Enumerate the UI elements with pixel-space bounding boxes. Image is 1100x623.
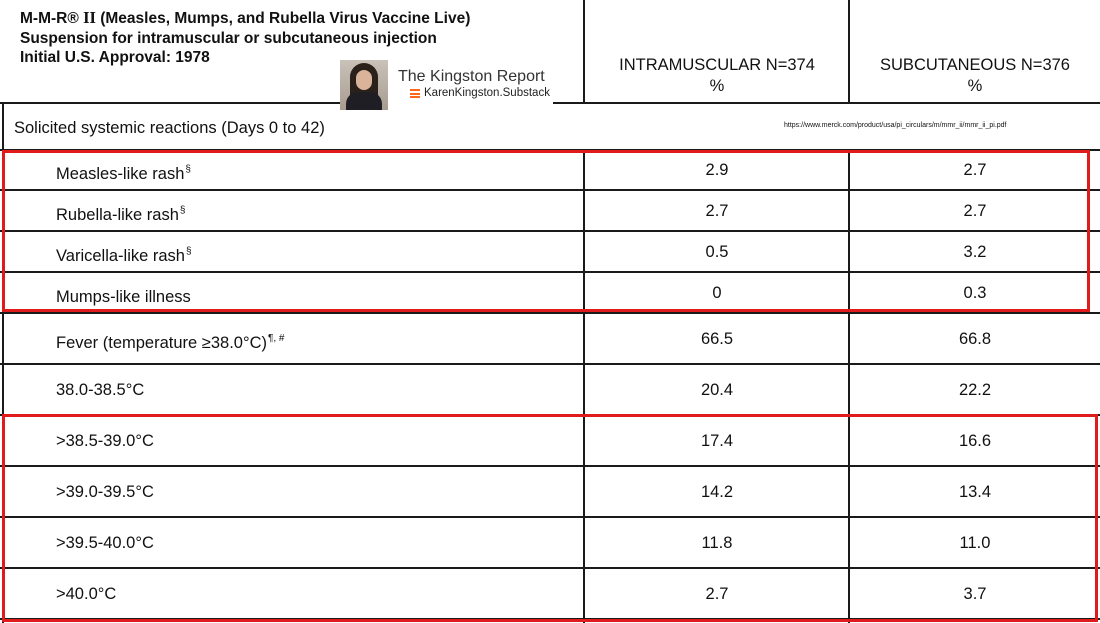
value-sc-temp-39-39-5: 13.4 (958, 483, 992, 501)
grid-line (0, 312, 1100, 314)
value-im-measles: 2.9 (705, 161, 729, 179)
value-sc-varicella: 3.2 (963, 243, 987, 261)
row-label-temp-38-38-5: 38.0-38.5°C (56, 381, 145, 399)
row-label-mumps: Mumps-like illness (56, 288, 191, 306)
value-sc-measles: 2.7 (963, 161, 987, 179)
value-im-temp-38-5-39: 17.4 (700, 432, 734, 450)
row-label-measles: Measles-like rash§ (56, 164, 191, 183)
value-sc-fever: 66.8 (958, 330, 992, 348)
row-label-temp-39-5-40: >39.5-40.0°C (56, 534, 154, 552)
title-line-3: Initial U.S. Approval: 1978 (20, 49, 210, 66)
highlight-box-high-fever (2, 414, 1098, 622)
kingston-report-logo (340, 60, 552, 110)
intramuscular-column-header (586, 55, 848, 97)
highlight-box-rash (2, 150, 1090, 312)
row-label-temp-39-39-5: >39.0-39.5°C (56, 483, 154, 501)
value-sc-temp-39-5-40: 11.0 (959, 534, 991, 552)
row-label-varicella: Varicella-like rash§ (56, 246, 192, 265)
author-photo (340, 60, 388, 110)
value-im-varicella: 0.5 (705, 243, 729, 261)
row-label-temp-38-5-39: >38.5-39.0°C (56, 432, 154, 450)
value-im-temp-39-5-40: 11.8 (701, 534, 733, 552)
value-sc-temp-38-38-5: 22.2 (958, 381, 992, 399)
row-label-temp-40: >40.0°C (56, 585, 117, 603)
grid-line (848, 0, 850, 102)
value-im-temp-40: 2.7 (705, 585, 729, 603)
row-label-fever: Fever (temperature ≥38.0°C)¶, # (56, 333, 285, 352)
grid-line (553, 102, 1100, 104)
source-url: https://www.merck.com/product/usa/pi_circulars/m/mmr_ii/mmr_ii_pi.pdf (784, 122, 1007, 129)
title-product-suffix: II (83, 8, 96, 27)
grid-line (0, 363, 1100, 365)
title-product-name: M-M-R® (20, 10, 84, 27)
grid-line (583, 0, 585, 102)
sc-header-unit: % (967, 77, 983, 95)
value-im-rubella: 2.7 (705, 202, 729, 220)
im-header-text: INTRAMUSCULAR N=374 (619, 56, 815, 74)
title-line-2: Suspension for intramuscular or subcutaneous injection (20, 29, 437, 47)
value-sc-temp-40: 3.7 (963, 585, 987, 603)
grid-line (0, 102, 340, 104)
value-sc-mumps: 0.3 (963, 284, 987, 302)
row-label-rubella: Rubella-like rash§ (56, 205, 186, 224)
substack-icon (410, 89, 420, 100)
value-im-temp-38-38-5: 20.4 (700, 381, 734, 399)
im-header-unit: % (709, 77, 725, 95)
value-im-fever: 66.5 (700, 330, 734, 348)
subcutaneous-column-header (850, 55, 1100, 97)
document-title (20, 8, 580, 68)
value-sc-temp-38-5-39: 16.6 (958, 432, 992, 450)
sc-header-text: SUBCUTANEOUS N=376 (880, 56, 1070, 74)
value-im-temp-39-39-5: 14.2 (700, 483, 734, 501)
title-product-desc: (Measles, Mumps, and Rubella Virus Vaccine Live) (95, 10, 471, 27)
value-sc-rubella: 2.7 (963, 202, 987, 220)
title-line-1 (20, 8, 580, 29)
value-im-mumps: 0 (712, 284, 722, 302)
logo-subtitle: KarenKingston.Substack (424, 87, 550, 99)
logo-title: The Kingston Report (398, 68, 545, 85)
section-label: Solicited systemic reactions (Days 0 to 42) (14, 119, 325, 137)
